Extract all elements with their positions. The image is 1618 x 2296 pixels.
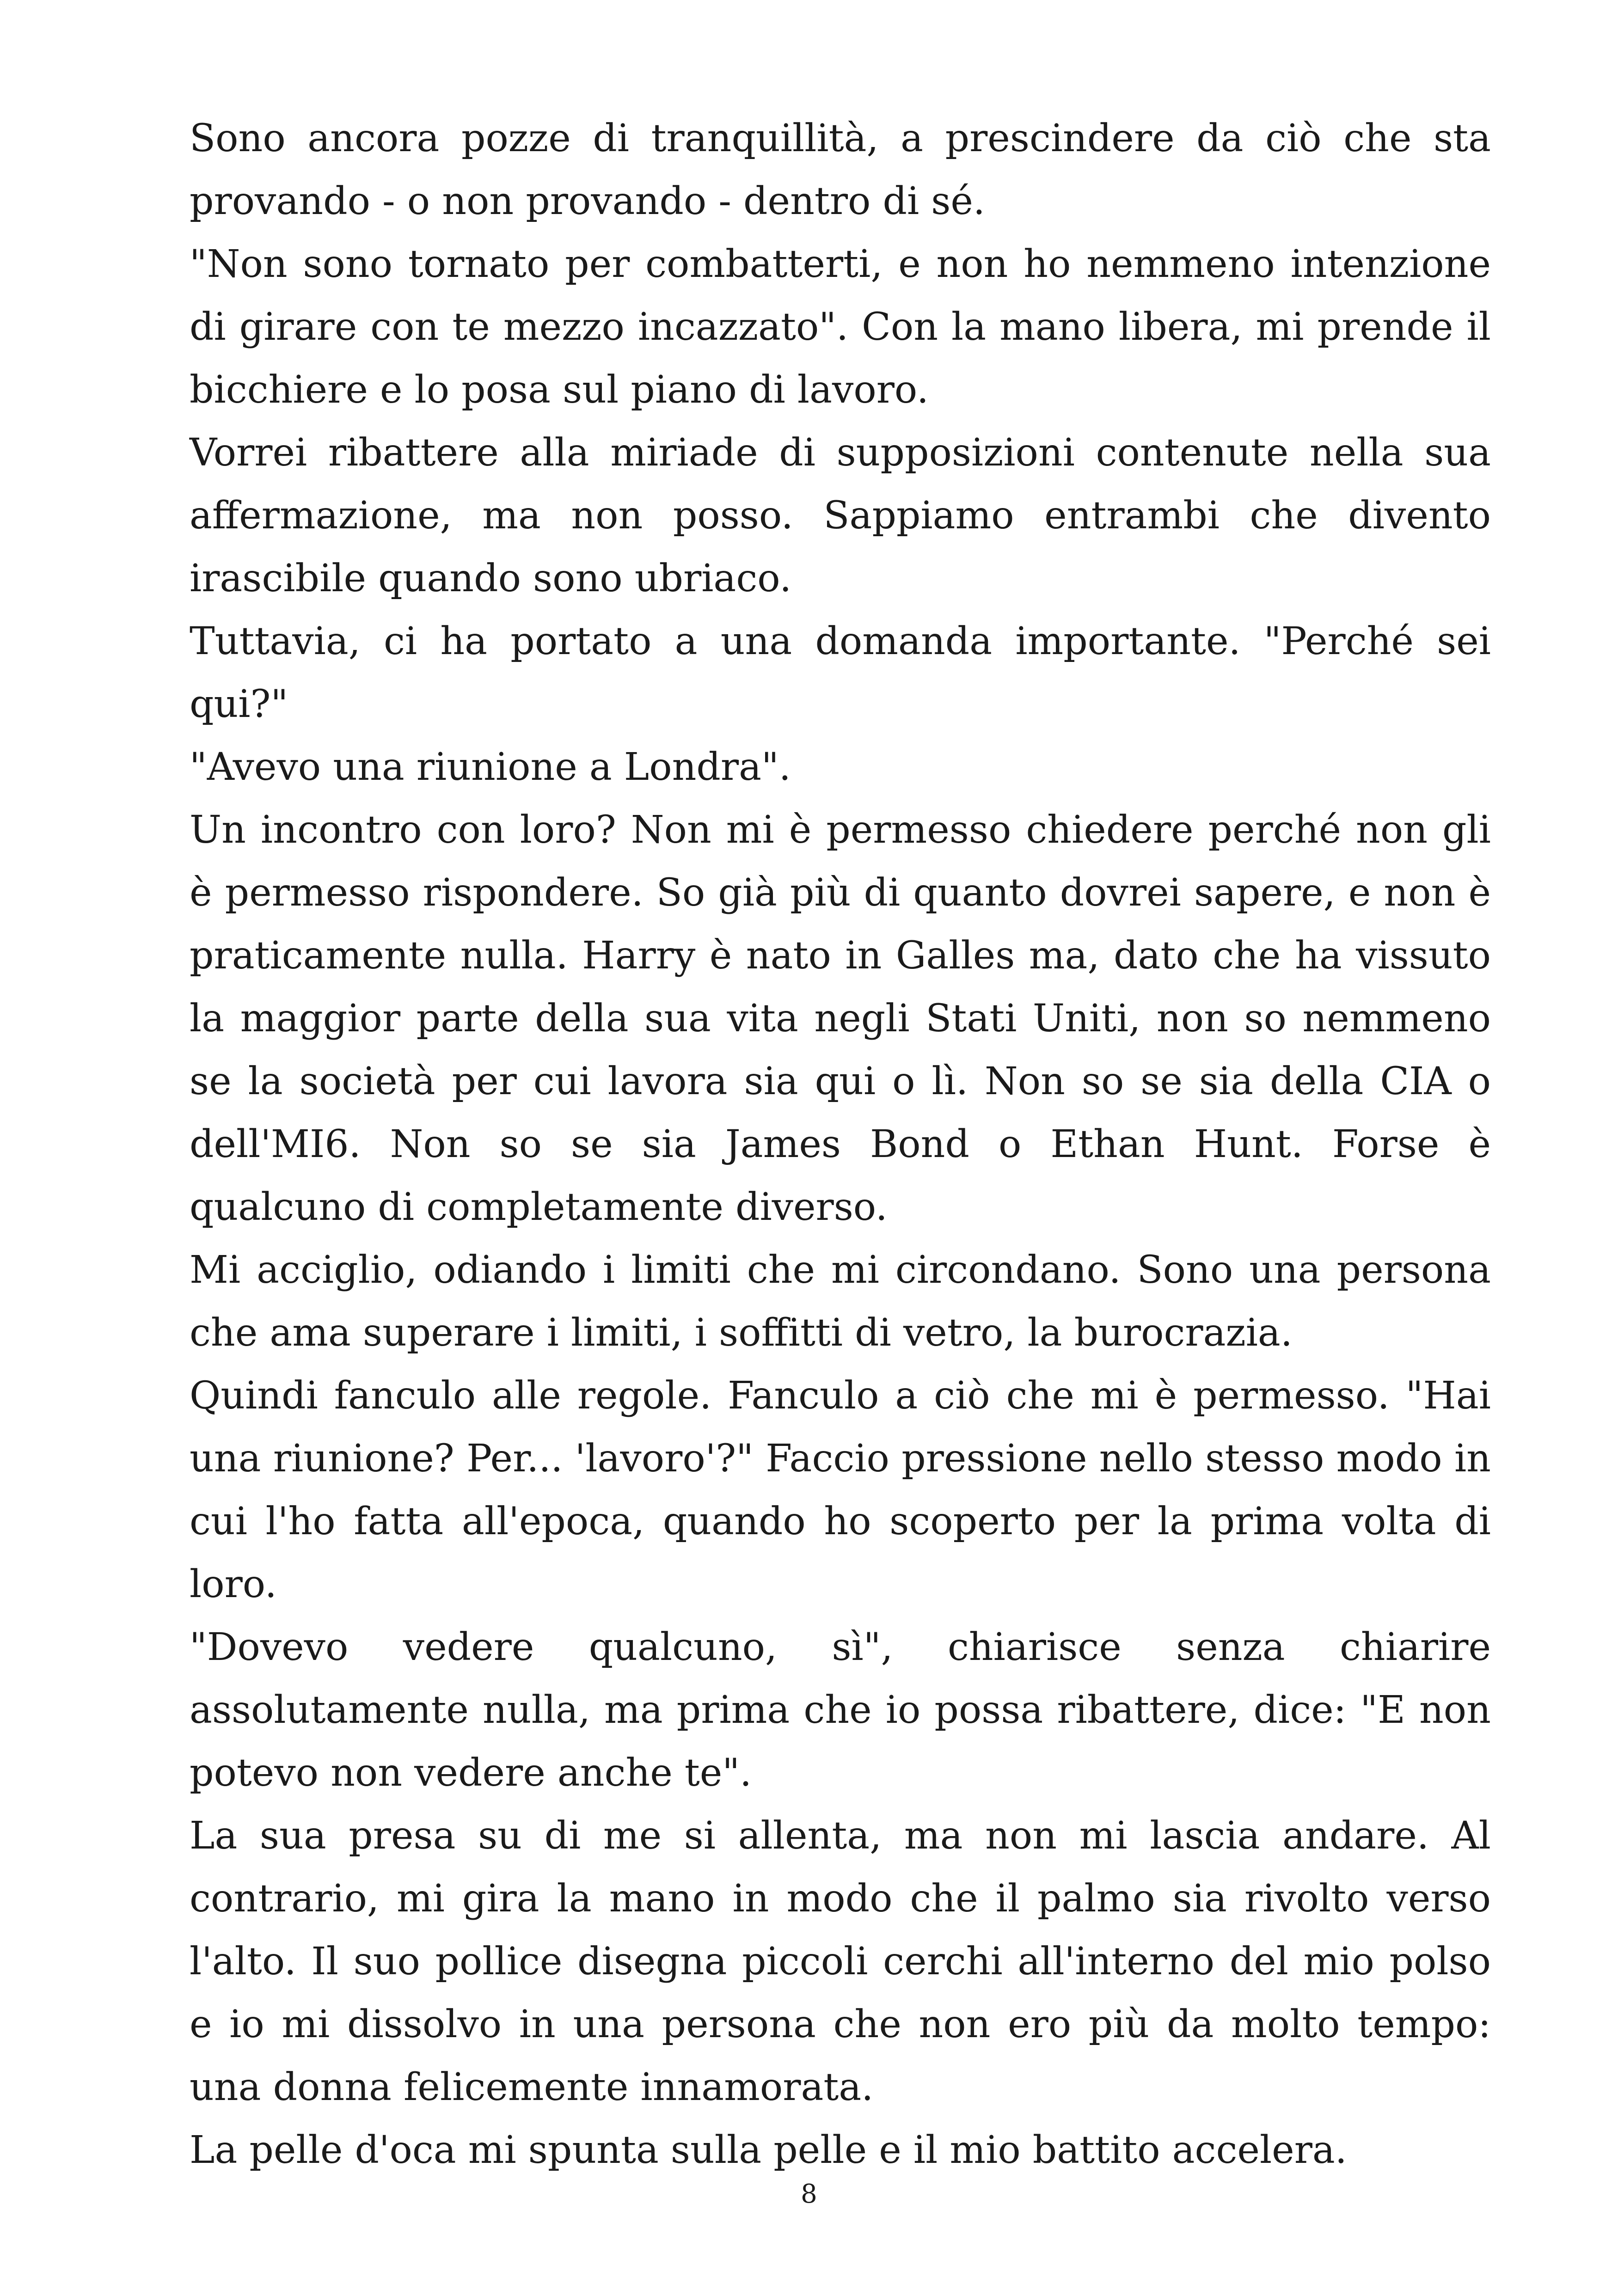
paragraph: La pelle d'oca mi spunta sulla pelle e il mio battito accelera. [190,2128,1347,2172]
paragraph: Un incontro con loro? Non mi è permesso chiedere perché non gli è permesso rispondere. So già più di quanto dovrei sapere, e non è praticamente nulla. Harry è nato in Galles ma, dato che ha vissuto la maggior parte della sua vita negli Stati Uniti, non so nemmeno se la società per cui lavora sia qui o lì. Non so se sia della CIA o dell'MI6. Non so se sia James Bond o Ethan Hunt. Forse è qualcuno di completamente diverso. [190,808,1491,1229]
paragraph: Quindi fanculo alle regole. Fanculo a ciò che mi è permesso. "Hai una riunione? Per... 'lavoro'?" Faccio pressione nello stesso modo in cui l'ho fatta all'epoca, quando ho scoperto per la prima volta di loro. [190,1374,1491,1606]
paragraph: Tuttavia, ci ha portato a una domanda importante. "Perché sei qui?" [190,619,1491,726]
paragraph: Vorrei ribattere alla miriade di supposizioni contenute nella sua affermazione, ma non posso. Sappiamo entrambi che divento irascibile quando sono ubriaco. [190,431,1491,600]
paragraph: Sono ancora pozze di tranquillità, a prescindere da ciò che sta provando - o non provando - dentro di sé. [190,116,1491,223]
paragraph: "Avevo una riunione a Londra". [190,745,791,789]
page-number: 8 [801,2179,817,2209]
paragraph: Mi acciglio, odiando i limiti che mi circondano. Sono una persona che ama superare i limiti, i soffitti di vetro, la burocrazia. [190,1248,1491,1355]
body-text [190,107,1491,2182]
paragraph: "Non sono tornato per combatterti, e non ho nemmeno intenzione di girare con te mezzo incazzato". Con la mano libera, mi prende il bicchiere e lo posa sul piano di lavoro. [190,242,1491,412]
paragraph: La sua presa su di me si allenta, ma non mi lascia andare. Al contrario, mi gira la mano in modo che il palmo sia rivolto verso l'alto. Il suo pollice disegna piccoli cerchi all'interno del mio polso e io mi dissolvo in una persona che non ero più da molto tempo: una donna felicemente innamorata. [190,1814,1491,2109]
paragraph: "Dovevo vedere qualcuno, sì", chiarisce senza chiarire assolutamente nulla, ma prima che io possa ribattere, dice: "E non potevo non vedere anche te". [190,1625,1491,1795]
